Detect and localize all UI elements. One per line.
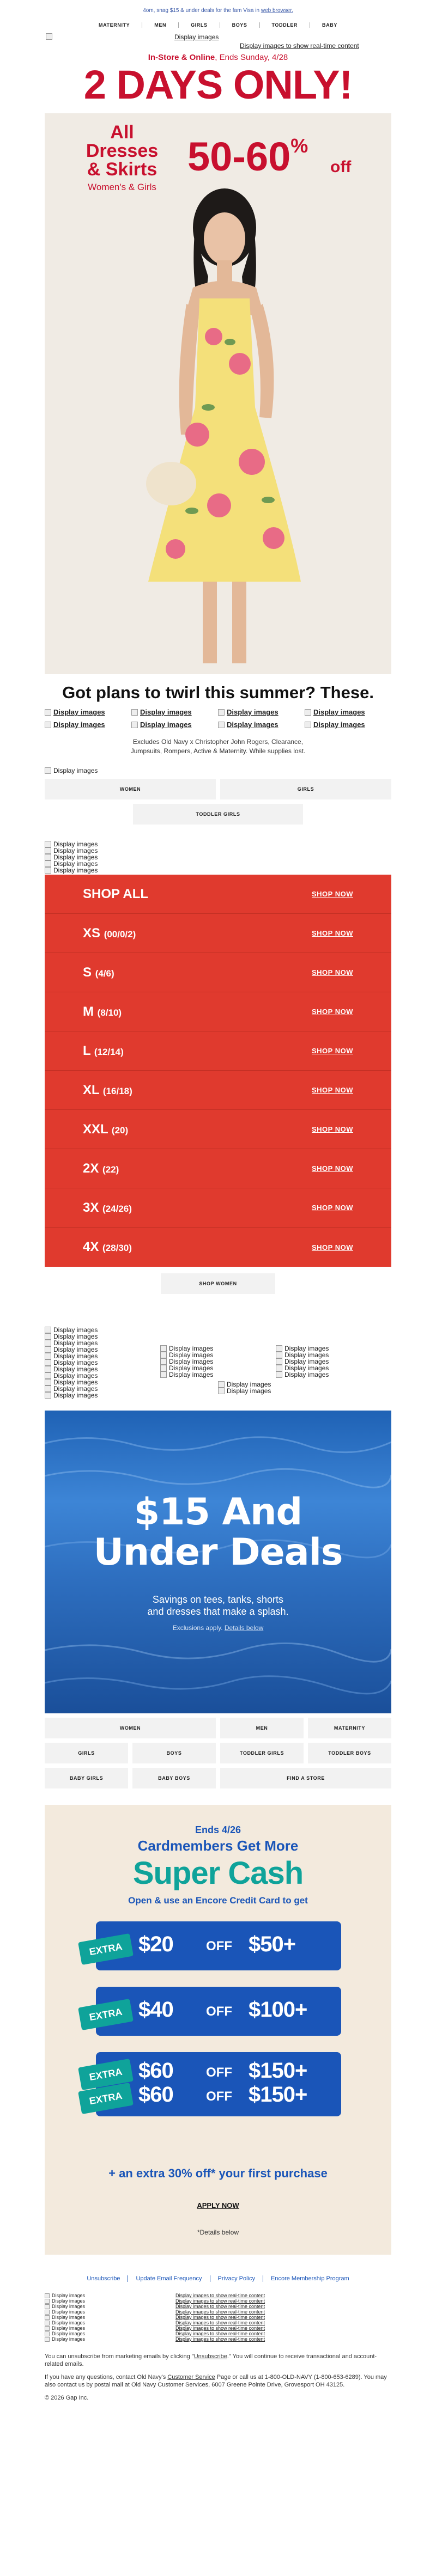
deals-line1: $15 And bbox=[134, 1491, 302, 1534]
offer-off: OFF bbox=[206, 2065, 232, 2080]
grid-image-label: Display images bbox=[313, 721, 365, 729]
mosaic-image[interactable]: Display images bbox=[45, 1385, 98, 1392]
nav-toddler[interactable]: TODDLER bbox=[260, 22, 311, 28]
grid-image-label: Display images bbox=[227, 721, 278, 729]
broken-image-icon bbox=[45, 1327, 51, 1333]
shop-now-link[interactable]: SHOP NOW bbox=[312, 1008, 353, 1016]
size-row-s[interactable] bbox=[45, 953, 391, 992]
offer-card-double bbox=[88, 2052, 341, 2116]
footer-image-stack bbox=[45, 2293, 391, 2349]
footer-image[interactable]: Display images bbox=[45, 2320, 85, 2325]
mosaic-image[interactable]: Display images bbox=[160, 1358, 213, 1365]
preheader-text: 4om, snag $15 & under deals for the fam Visa in bbox=[143, 8, 261, 14]
mosaic-image[interactable]: Display images bbox=[45, 1392, 98, 1399]
footer-left-column bbox=[45, 2293, 85, 2342]
shop-now-link[interactable]: SHOP NOW bbox=[312, 1164, 353, 1173]
legal-unsubscribe: You can unsubscribe from marketing emails by clicking "Unsubscribe." You will continue to receive transactional and account-related emails. bbox=[45, 2353, 377, 2367]
broken-image-icon bbox=[305, 709, 311, 716]
offer-amount: $60 bbox=[138, 2083, 173, 2107]
broken-image-icon bbox=[160, 1345, 167, 1352]
shop-now-link[interactable]: SHOP NOW bbox=[312, 890, 353, 898]
size-label: M (8/10) bbox=[83, 1004, 122, 1019]
shop-now-link[interactable]: SHOP NOW bbox=[312, 968, 353, 976]
offer-minimum: $150+ bbox=[249, 2059, 307, 2083]
broken-image-icon bbox=[276, 1365, 282, 1371]
category-toddler-boys-button[interactable]: TODDLER BOYS bbox=[308, 1743, 391, 1763]
broken-image-icon bbox=[45, 2331, 50, 2336]
broken-image-icon bbox=[45, 2321, 50, 2325]
update-frequency-link[interactable]: Update Email Frequency bbox=[128, 2275, 210, 2282]
footer-realtime-link[interactable]: Display images to show real-time content bbox=[175, 2298, 265, 2304]
single-image-label: Display images bbox=[53, 767, 98, 774]
size-row-xxl[interactable] bbox=[45, 1110, 391, 1149]
category-women-button[interactable]: WOMEN bbox=[45, 1718, 216, 1738]
legal-unsubscribe-link[interactable]: Unsubscribe bbox=[193, 2353, 227, 2360]
broken-image-icon bbox=[45, 860, 51, 867]
broken-image-icon bbox=[276, 1358, 282, 1365]
mosaic-image[interactable]: Display images bbox=[160, 1365, 213, 1371]
grid-image-1[interactable] bbox=[45, 708, 131, 716]
broken-image-icon bbox=[45, 1333, 51, 1340]
grid-image-7[interactable] bbox=[218, 721, 305, 729]
broken-image-icon bbox=[131, 722, 138, 728]
broken-image-icon bbox=[45, 1372, 51, 1379]
mosaic-image[interactable]: Display images bbox=[160, 1345, 213, 1352]
category-men-button[interactable]: MEN bbox=[220, 1718, 304, 1738]
grid-image-5[interactable] bbox=[45, 721, 131, 729]
legal-text bbox=[45, 2353, 391, 2402]
nav-maternity[interactable]: MATERNITY bbox=[87, 22, 142, 28]
broken-image-icon bbox=[45, 1359, 51, 1366]
mosaic-image[interactable]: Display images bbox=[45, 1366, 98, 1372]
super-cash-open: Open & use an Encore Credit Card to get bbox=[128, 1895, 308, 1906]
broken-image-icon bbox=[45, 2310, 50, 2315]
header-realtime-content[interactable]: Display images to show real-time content bbox=[240, 42, 359, 50]
broken-image-icon bbox=[160, 1371, 167, 1378]
footer-image[interactable]: Display images bbox=[45, 2325, 85, 2331]
broken-image-icon bbox=[45, 1340, 51, 1346]
size-label: 4X (28/30) bbox=[83, 1240, 132, 1254]
nav-boys[interactable]: BOYS bbox=[220, 22, 260, 28]
mosaic-image[interactable]: Display images bbox=[276, 1365, 329, 1371]
footer-image[interactable]: Display images bbox=[45, 2298, 85, 2304]
super-cash-section[interactable] bbox=[45, 1805, 391, 2255]
broken-image-icon bbox=[45, 1353, 51, 1359]
girls-button[interactable]: GIRLS bbox=[220, 779, 391, 799]
grid-image-label: Display images bbox=[53, 721, 105, 729]
size-row-xs[interactable] bbox=[45, 914, 391, 953]
category-girls-button[interactable]: GIRLS bbox=[45, 1743, 128, 1763]
super-cash-details: *Details below bbox=[197, 2229, 239, 2236]
hero-off: off bbox=[330, 158, 352, 176]
broken-image-icon bbox=[218, 1381, 225, 1388]
exclusions-text bbox=[0, 737, 436, 756]
deals-subtext bbox=[45, 1594, 391, 1617]
footer-realtime-link[interactable]: Display images to show real-time content bbox=[175, 2304, 265, 2309]
mosaic-image[interactable]: Display images bbox=[218, 1388, 271, 1394]
women-button[interactable]: WOMEN bbox=[45, 779, 216, 799]
size-row-xl[interactable] bbox=[45, 1071, 391, 1110]
hero-line2: Dresses bbox=[86, 141, 159, 161]
broken-image-icon bbox=[45, 1346, 51, 1353]
broken-image-icon bbox=[276, 1345, 282, 1352]
mosaic-image[interactable]: Display images bbox=[276, 1371, 329, 1378]
footer-realtime-link[interactable]: Display images to show real-time content bbox=[175, 2293, 265, 2298]
grid-image-2[interactable] bbox=[131, 708, 218, 716]
broken-image-icon bbox=[160, 1352, 167, 1358]
footer-realtime-link[interactable]: Display images to show real-time content bbox=[175, 2325, 265, 2331]
grid-image-3[interactable] bbox=[218, 708, 305, 716]
grid-image-6[interactable] bbox=[131, 721, 218, 729]
deals-line2: Under Deals bbox=[93, 1531, 343, 1574]
size-row-4x[interactable] bbox=[45, 1228, 391, 1267]
size-row-l[interactable] bbox=[45, 1031, 391, 1071]
offer-off: OFF bbox=[206, 2004, 232, 2019]
grid-image-8[interactable] bbox=[305, 721, 391, 729]
image-mosaic bbox=[45, 1327, 391, 1405]
shop-women-button[interactable]: SHOP WOMEN bbox=[161, 1273, 275, 1294]
footer-right-column bbox=[175, 2293, 265, 2342]
broken-image-icon bbox=[45, 1392, 51, 1399]
broken-image-icon bbox=[45, 1366, 51, 1372]
header-image-placeholders bbox=[0, 31, 436, 51]
promo-ends: , Ends Sunday, 4/28 bbox=[215, 53, 288, 62]
customer-service-link[interactable]: Customer Service bbox=[167, 2374, 215, 2380]
offer-minimum: $50+ bbox=[249, 1932, 296, 1956]
mosaic-image[interactable]: Display images bbox=[160, 1352, 213, 1358]
mosaic-mid-column bbox=[160, 1345, 213, 1378]
footer-image[interactable]: Display images bbox=[45, 2315, 85, 2320]
extra-badge: EXTRA bbox=[78, 2083, 134, 2114]
grid-image-4[interactable] bbox=[305, 708, 391, 716]
hero-title bbox=[78, 123, 166, 179]
offer-minimum: $100+ bbox=[249, 1998, 307, 2022]
grid-image-label: Display images bbox=[227, 708, 278, 716]
broken-image-icon bbox=[160, 1365, 167, 1371]
stack-image-label: Display images bbox=[53, 866, 98, 874]
logo-image-placeholder[interactable] bbox=[46, 33, 52, 40]
footer-realtime-link[interactable]: Display images to show real-time content bbox=[175, 2336, 265, 2342]
offer-amount: $20 bbox=[138, 1932, 173, 1956]
footer-links bbox=[0, 2275, 436, 2282]
size-label: SHOP ALL bbox=[83, 886, 149, 901]
mosaic-image[interactable]: Display images bbox=[276, 1345, 329, 1352]
shop-now-link[interactable]: SHOP NOW bbox=[312, 1243, 353, 1252]
broken-image-icon bbox=[305, 722, 311, 728]
broken-image-icon bbox=[276, 1352, 282, 1358]
deals-exclusions-text: Exclusions apply. bbox=[172, 1624, 225, 1632]
broken-image-icon bbox=[45, 2293, 50, 2298]
super-cash-ends: Ends 4/26 bbox=[195, 1824, 241, 1835]
broken-image-icon bbox=[46, 33, 52, 40]
audience-buttons bbox=[45, 779, 391, 799]
mosaic-image[interactable]: Display images bbox=[45, 1353, 98, 1359]
broken-image-icon bbox=[45, 841, 51, 847]
extra-30-offer: + an extra 30% off* your first purchase bbox=[108, 2166, 328, 2180]
header-display-images[interactable]: Display images bbox=[174, 33, 219, 41]
size-row-2x[interactable] bbox=[45, 1149, 391, 1188]
privacy-policy-link[interactable]: Privacy Policy bbox=[210, 2275, 263, 2282]
footer-image[interactable]: Display images bbox=[45, 2309, 85, 2315]
offer-card bbox=[88, 1987, 341, 2036]
deals-headline bbox=[45, 1492, 391, 1573]
display-images-grid bbox=[45, 708, 391, 729]
nav-men[interactable]: MEN bbox=[142, 22, 179, 28]
shop-now-link[interactable]: SHOP NOW bbox=[312, 1047, 353, 1055]
size-label: XL (16/18) bbox=[83, 1082, 132, 1097]
offer-amount: $60 bbox=[138, 2059, 173, 2083]
category-toddler-girls-button[interactable]: TODDLER GIRLS bbox=[220, 1743, 304, 1763]
hero-banner[interactable] bbox=[45, 113, 391, 674]
category-baby-girls-button[interactable]: BABY GIRLS bbox=[45, 1768, 128, 1788]
broken-image-icon bbox=[276, 1371, 282, 1378]
mosaic-image[interactable]: Display images bbox=[218, 1381, 271, 1388]
mosaic-image[interactable]: Display images bbox=[45, 1333, 98, 1340]
stack-image-label: Display images bbox=[53, 860, 98, 868]
broken-image-icon bbox=[45, 2299, 50, 2304]
size-label: L (12/14) bbox=[83, 1043, 124, 1058]
extra-badge: EXTRA bbox=[78, 2059, 134, 2090]
deals-exclusions bbox=[45, 1624, 391, 1632]
offer-card bbox=[88, 1921, 341, 1970]
size-image-stack bbox=[45, 841, 391, 874]
broken-image-icon bbox=[45, 2326, 50, 2331]
mosaic-image[interactable]: Display images bbox=[45, 1340, 98, 1346]
details-below-link[interactable]: Details below bbox=[224, 1624, 264, 1632]
deals-sub-line2: and dresses that make a splash. bbox=[147, 1606, 289, 1617]
broken-image-icon bbox=[45, 2337, 50, 2342]
find-a-store-button[interactable]: FIND A STORE bbox=[220, 1768, 391, 1788]
footer-image[interactable]: Display images bbox=[45, 2293, 85, 2298]
shop-now-link[interactable]: SHOP NOW bbox=[312, 1125, 353, 1133]
broken-image-icon bbox=[45, 867, 51, 874]
mosaic-image[interactable]: Display images bbox=[276, 1358, 329, 1365]
broken-image-icon bbox=[45, 2315, 50, 2320]
mosaic-image[interactable]: Display images bbox=[276, 1352, 329, 1358]
footer-image[interactable]: Display images bbox=[45, 2304, 85, 2309]
unsubscribe-link[interactable]: Unsubscribe bbox=[79, 2275, 128, 2282]
mosaic-center-column bbox=[218, 1381, 271, 1394]
offer-off: OFF bbox=[206, 2089, 232, 2104]
footer-realtime-link[interactable]: Display images to show real-time content bbox=[175, 2331, 265, 2336]
promo-instore-label: In-Store & Online bbox=[148, 53, 215, 62]
toddler-girls-button[interactable]: TODDLER GIRLS bbox=[133, 804, 303, 825]
stack-image[interactable] bbox=[45, 867, 391, 874]
stack-image-label: Display images bbox=[53, 840, 98, 848]
nav-baby[interactable]: BABY bbox=[322, 22, 337, 28]
size-label: XS (00/0/2) bbox=[83, 925, 136, 941]
size-label: 2X (22) bbox=[83, 1161, 119, 1176]
size-label: 3X (24/26) bbox=[83, 1200, 132, 1215]
plans-heading: Got plans to twirl this summer? These. bbox=[62, 683, 374, 702]
footer-image[interactable]: Display images bbox=[45, 2336, 85, 2342]
broken-image-icon bbox=[45, 1379, 51, 1385]
super-cash-cardmembers: Cardmembers Get More bbox=[137, 1838, 299, 1854]
nav-girls[interactable]: GIRLS bbox=[179, 22, 220, 28]
mosaic-image[interactable]: Display images bbox=[160, 1371, 213, 1378]
exclusions-line1: Excludes Old Navy x Christopher John Rogers, Clearance, bbox=[132, 738, 304, 746]
deals-sub-line1: Savings on tees, tanks, shorts bbox=[152, 1594, 284, 1605]
offer-amount: $40 bbox=[138, 1998, 173, 2022]
offer-minimum: $150+ bbox=[249, 2083, 307, 2107]
mosaic-image[interactable]: Display images bbox=[45, 1379, 98, 1385]
broken-image-icon bbox=[218, 709, 225, 716]
shop-now-link[interactable]: SHOP NOW bbox=[312, 1086, 353, 1094]
size-label: S (4/6) bbox=[83, 965, 114, 980]
extra-badge: EXTRA bbox=[78, 1999, 134, 2030]
mosaic-left-column bbox=[45, 1327, 98, 1399]
grid-image-label: Display images bbox=[140, 708, 192, 716]
broken-image-icon bbox=[218, 1388, 225, 1394]
size-label: XXL (20) bbox=[83, 1121, 129, 1137]
category-maternity-button[interactable]: MATERNITY bbox=[308, 1718, 391, 1738]
hero-discount bbox=[187, 134, 352, 179]
size-list bbox=[45, 875, 391, 1267]
footer-image[interactable]: Display images bbox=[45, 2331, 85, 2336]
category-boys-button[interactable]: BOYS bbox=[132, 1743, 216, 1763]
broken-image-icon bbox=[131, 709, 138, 716]
hero-percent: % bbox=[290, 135, 308, 157]
broken-image-icon bbox=[45, 847, 51, 854]
category-baby-boys-button[interactable]: BABY BOYS bbox=[132, 1768, 216, 1788]
broken-image-icon bbox=[218, 722, 225, 728]
mosaic-right-column bbox=[276, 1345, 329, 1378]
hero-line1: All bbox=[110, 122, 134, 143]
promo-headline: 2 DAYS ONLY! bbox=[83, 62, 353, 107]
preheader bbox=[0, 0, 436, 19]
mosaic-image[interactable]: Display images bbox=[45, 1372, 98, 1379]
broken-image-icon bbox=[160, 1358, 167, 1365]
footer-realtime-link[interactable]: Display images to show real-time content bbox=[175, 2320, 265, 2325]
stack-image-label: Display images bbox=[53, 847, 98, 854]
extra-badge: EXTRA bbox=[78, 1933, 134, 1965]
mosaic-image[interactable]: Display images bbox=[45, 1327, 98, 1333]
broken-image-icon bbox=[45, 709, 51, 716]
stack-image-label: Display images bbox=[53, 853, 98, 861]
grid-image-label: Display images bbox=[53, 708, 105, 716]
single-image-placeholder[interactable] bbox=[45, 767, 391, 774]
footer-realtime-link[interactable]: Display images to show real-time content bbox=[175, 2315, 265, 2320]
broken-image-icon bbox=[45, 722, 51, 728]
mosaic-image[interactable]: Display images bbox=[45, 1359, 98, 1366]
grid-image-label: Display images bbox=[313, 708, 365, 716]
footer-realtime-link[interactable]: Display images to show real-time content bbox=[175, 2309, 265, 2315]
deals-banner[interactable] bbox=[45, 1411, 391, 1713]
shop-now-link[interactable]: SHOP NOW bbox=[312, 929, 353, 937]
encore-program-link[interactable]: Encore Membership Program bbox=[271, 2275, 349, 2282]
broken-image-icon bbox=[45, 2304, 50, 2309]
hero-discount-range: 50-60 bbox=[187, 134, 291, 179]
offer-off: OFF bbox=[206, 1939, 232, 1954]
hero-line3: & Skirts bbox=[87, 159, 158, 180]
broken-image-icon bbox=[45, 854, 51, 860]
category-buttons bbox=[45, 1718, 391, 1788]
promo-instore bbox=[0, 53, 436, 62]
copyright: © 2026 Gap Inc. bbox=[45, 2395, 89, 2401]
mosaic-image[interactable]: Display images bbox=[45, 1346, 98, 1353]
size-row-shop-all[interactable] bbox=[45, 875, 391, 914]
model-photo bbox=[143, 179, 306, 669]
broken-image-icon bbox=[45, 767, 51, 774]
broken-image-icon bbox=[45, 1385, 51, 1392]
web-browser-link[interactable]: web browser. bbox=[261, 8, 293, 14]
legal-contact: If you have any questions, contact Old Navy's Customer Service Page or call us at 1-800-OLD-NAVY (1-800-653-6289). You may also contact us by postal mail at Old Navy Customer Services, 6007 Greene Pointe Drive, Grovesport OH 43125. bbox=[45, 2374, 387, 2388]
size-row-3x[interactable] bbox=[45, 1188, 391, 1228]
grid-image-label: Display images bbox=[140, 721, 192, 729]
top-nav bbox=[0, 19, 436, 31]
super-cash-title: Super Cash bbox=[132, 1855, 304, 1891]
size-row-m[interactable] bbox=[45, 992, 391, 1031]
hero-audience: Women's & Girls bbox=[88, 182, 156, 192]
apply-now-link[interactable]: APPLY NOW bbox=[197, 2201, 239, 2209]
exclusions-line2: Jumpsuits, Rompers, Active & Maternity. While supplies lost. bbox=[130, 747, 306, 755]
shop-now-link[interactable]: SHOP NOW bbox=[312, 1204, 353, 1212]
